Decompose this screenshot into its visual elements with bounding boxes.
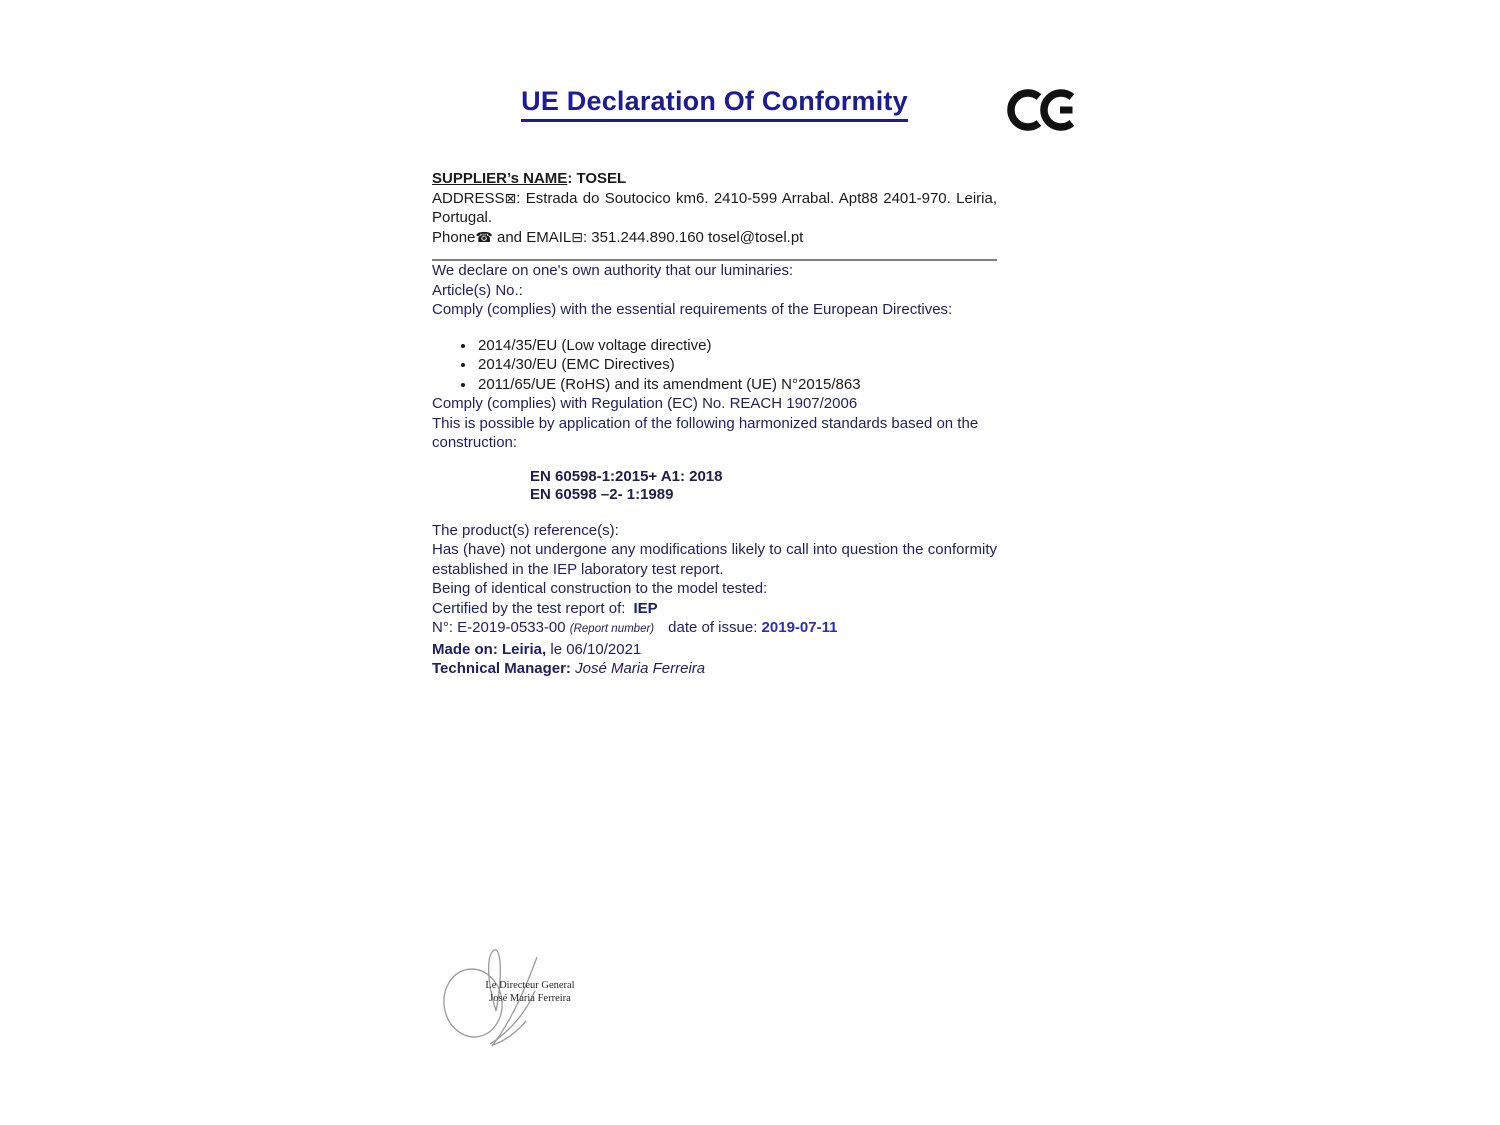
content-column [432, 0, 997, 679]
product-ref-line: The product(s) reference(s): [432, 521, 619, 539]
report-note: (Report number) [569, 623, 655, 635]
phone-label: Phone [432, 228, 476, 246]
and-email-label: and EMAIL [492, 228, 572, 246]
made-on-value: le 06/10/2021 [546, 640, 642, 658]
computer-icon: ⊟ [571, 228, 583, 245]
list-item: • 2011/65/UE (RoHS) and its amendment (UE) N°2015/863 [476, 375, 997, 395]
supplier-name-label: SUPPLIER’s NAME [432, 170, 568, 187]
certified-value: IEP [633, 599, 658, 617]
page-title: UE Declaration Of Conformity [521, 86, 908, 122]
directives-list [432, 336, 997, 395]
issue-date: 2019-07-11 [761, 619, 838, 636]
address-label: ADDRESS [432, 189, 505, 207]
declaration-line: We declare on one's own authority that our luminaries: [432, 262, 794, 279]
signature-name: José Maria Ferreira [489, 993, 571, 1004]
signature-title: Le Directeur General [485, 980, 575, 991]
list-item: • 2014/35/EU (Low voltage directive) [476, 336, 997, 356]
comply-reach-line: Comply (complies) with Regulation (EC) No. REACH 1907/2006 [432, 395, 858, 412]
envelope-icon: ⊠ [504, 189, 517, 206]
manager-line [432, 659, 997, 679]
ce-mark-icon [1006, 84, 1074, 141]
manager-label: Technical Manager: [432, 660, 571, 677]
made-on-label: Made on: Leiria, [432, 640, 547, 658]
identical-line: Being of identical construction to the model tested: [432, 580, 768, 597]
supplier-contact-line [432, 228, 997, 248]
standard-line: EN 60598-1:2015+ A1: 2018 [530, 467, 723, 485]
report-number: E-2019-0533-00 [457, 619, 570, 636]
signature-block [430, 933, 610, 1063]
contact-value: : 351.244.890.160 tosel@tosel.pt [582, 228, 804, 246]
phone-icon: ☎ [475, 228, 493, 245]
supplier-address-line [432, 189, 997, 228]
article-line: Article(s) No.: [432, 281, 523, 299]
harmonized-intro-line: This is possible by application of the following harmonized standards based on the construction: [432, 414, 979, 451]
manager-name: José Maria Ferreira [570, 660, 706, 677]
certified-label: Certified by the test report of: [432, 599, 626, 617]
report-no-label: N°: [432, 619, 458, 636]
supplier-name-value: TOSEL [576, 170, 627, 187]
signature-text [470, 979, 590, 1005]
made-on-line [432, 640, 997, 660]
modifications-line: Has (have) not undergone any modifications likely to call into question the conformity established in the IEP laboratory test report. [432, 541, 997, 578]
supplier-block [432, 169, 997, 247]
report-line [432, 618, 997, 640]
standard-line: EN 60598 –2- 1:1989 [530, 486, 674, 503]
certified-line [432, 599, 997, 619]
issue-label: date of issue: [668, 619, 762, 636]
supplier-name-line [432, 169, 997, 189]
product-block [432, 521, 997, 599]
list-item: • 2014/30/EU (EMC Directives) [476, 355, 997, 375]
standards-block [530, 468, 997, 505]
comply-directives-line: Comply (complies) with the essential requirements of the European Directives: [432, 301, 953, 318]
address-value: : Estrada do Soutocico km6. 2410-599 Arrabal. Apt88 2401-970. Leiria, Portugal. [432, 189, 997, 226]
supplier-name-sep: : [567, 170, 577, 187]
